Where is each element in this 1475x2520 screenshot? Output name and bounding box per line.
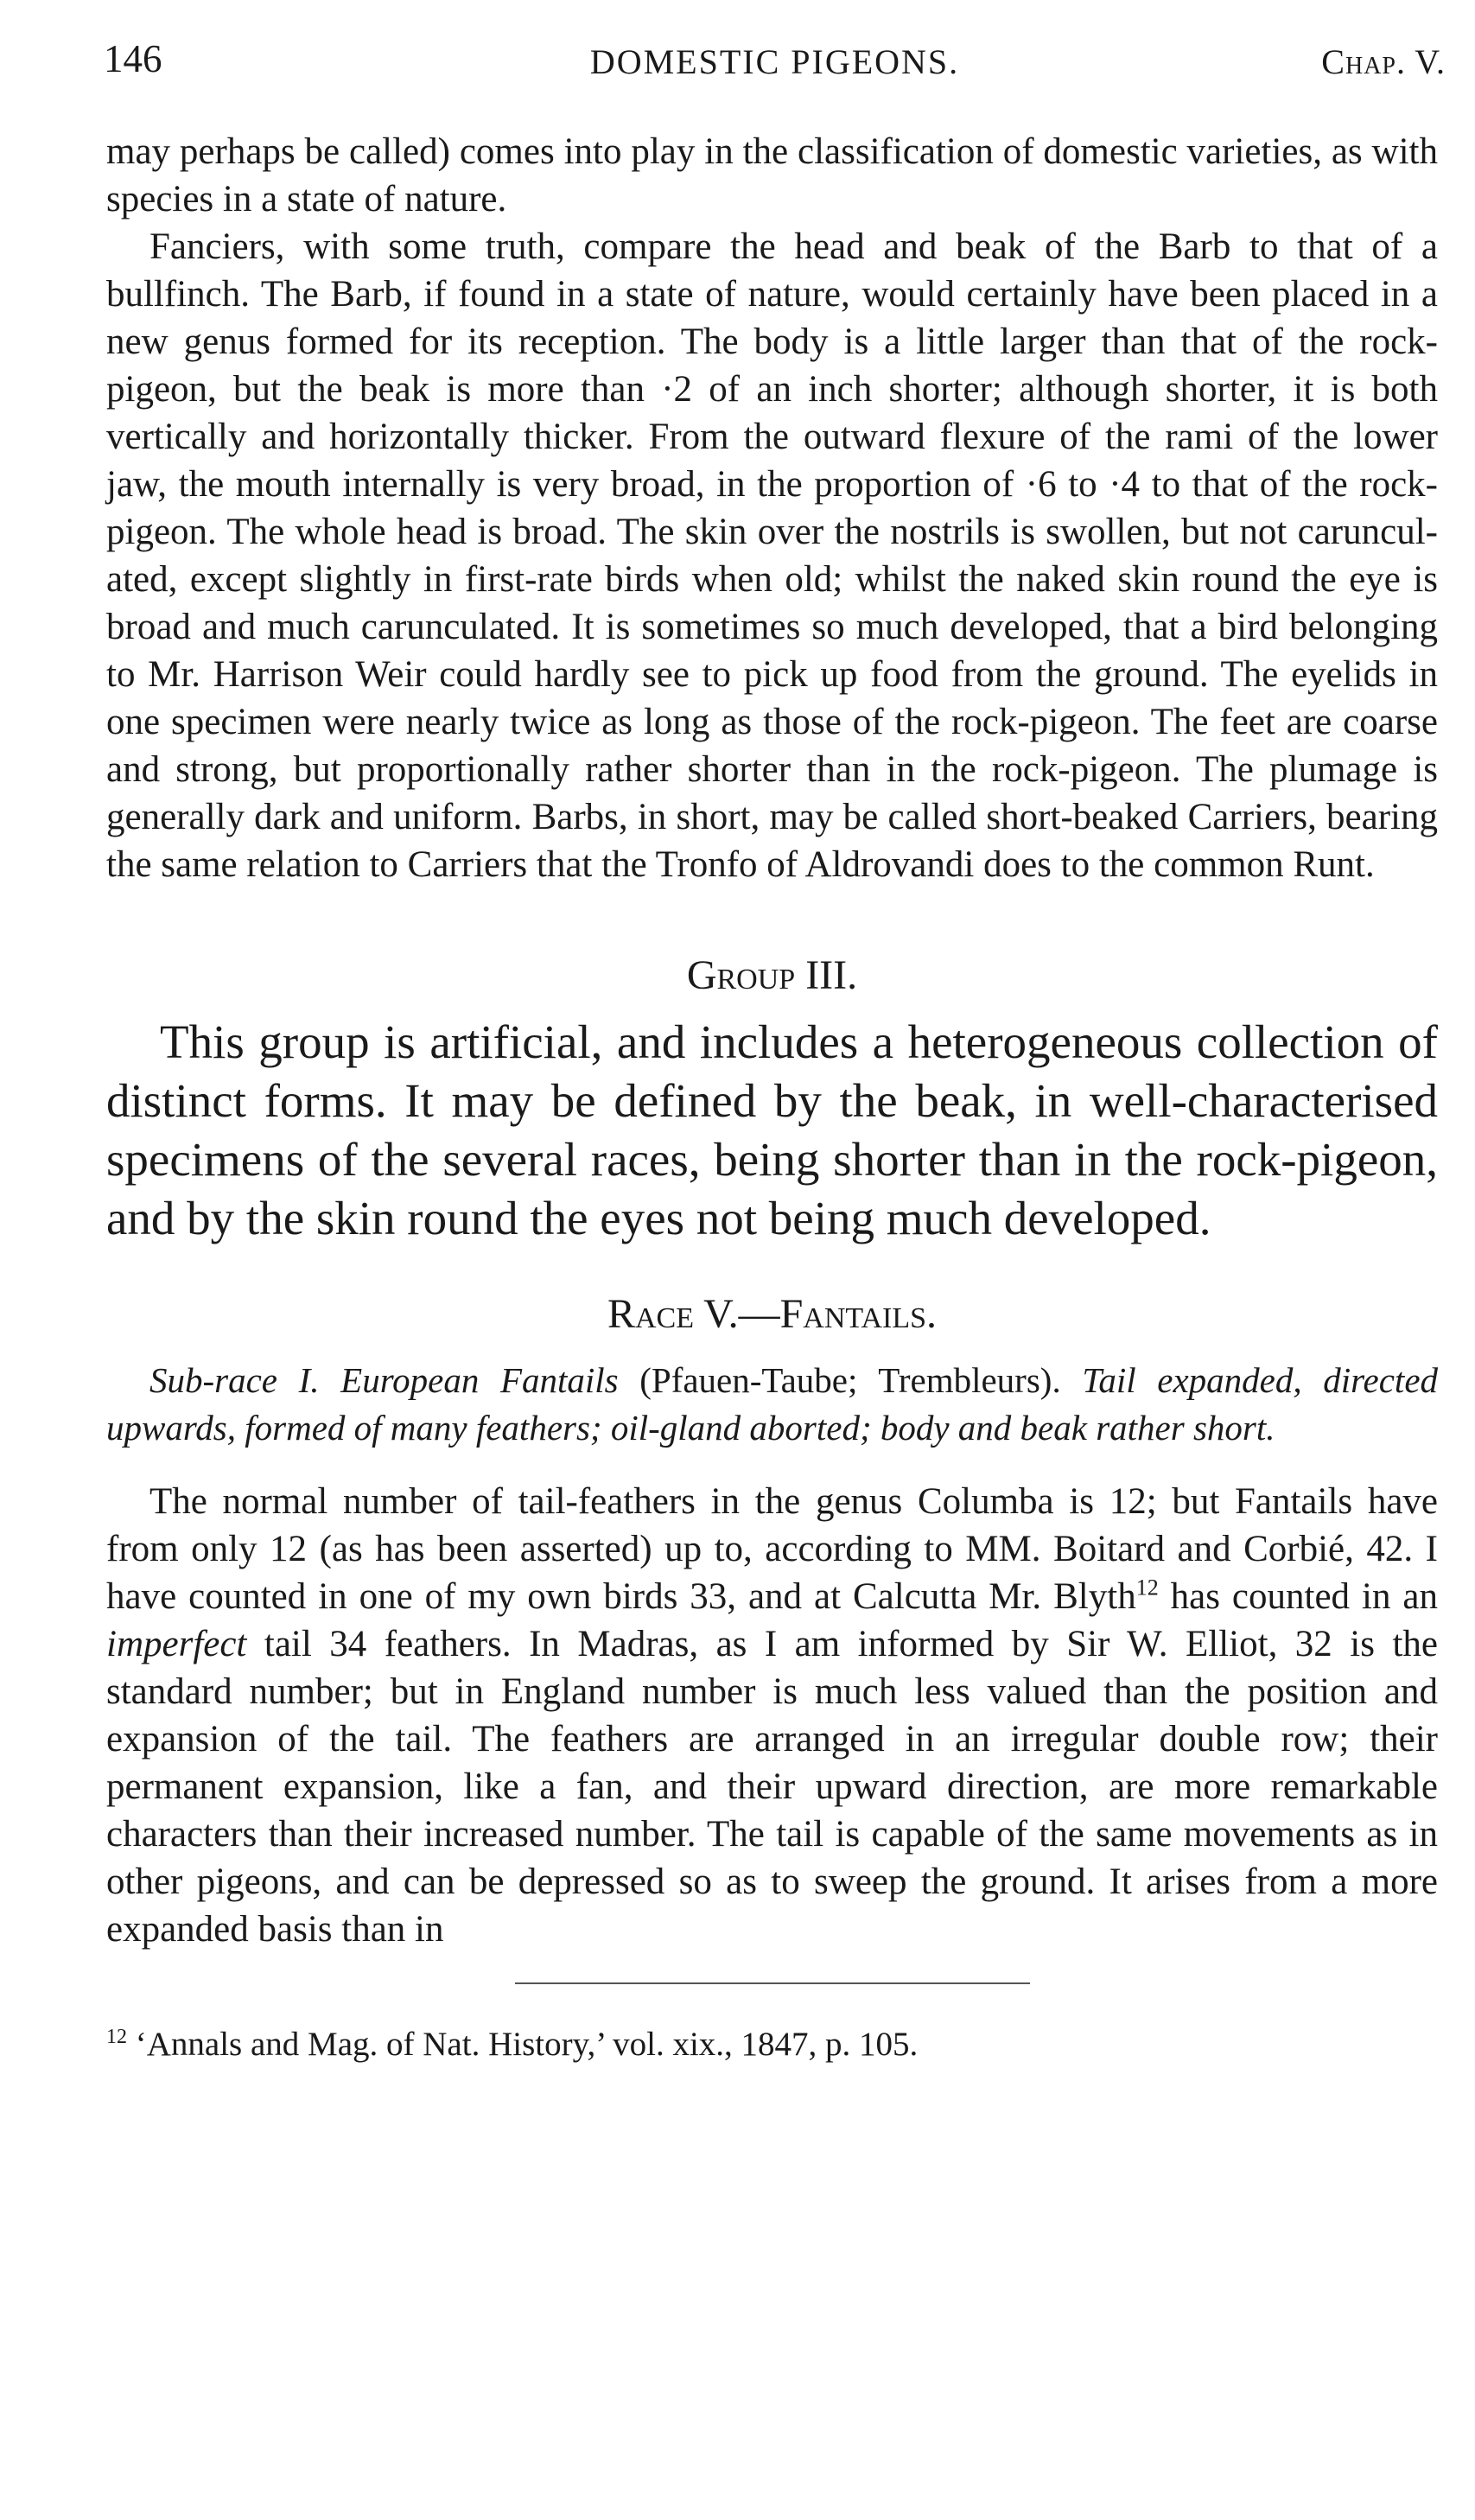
group-heading: Group III. <box>686 952 858 998</box>
group-description: This group is artificial, and includes a heterogeneous collection of distinct forms. It may be defined by the beak, in well-characterised specimens of the several races, being shorter than in the rock-pigeon, and by the skin round the eyes not being much developed. <box>106 1015 1438 1244</box>
text-run: has counted in an <box>1158 1576 1438 1617</box>
footnote <box>106 2024 1438 2065</box>
footnote-divider <box>515 1982 1030 1984</box>
paragraph-continued: may perhaps be called) comes into play in the classification of domestic varieties, as with species in a state of nature. <box>106 131 1438 220</box>
paragraph-fantails <box>106 1478 1438 1953</box>
subrace-name: European Fantails <box>340 1360 619 1400</box>
running-title: DOMESTIC PIGEONS. <box>589 42 960 81</box>
subrace-synonyms: (Pfauen-Taube; Trembleurs). <box>639 1360 1061 1400</box>
paragraph-barb: Fanciers, with some truth, compare the head and beak of the Barb to that of a bullfinch. The Barb, if found in a state of nature, would certainly have been placed in a new genus formed for its reception. The body is a little larger than that of the rock-pigeon, but the beak is more than ·2 of an inch shorter; although shorter, it is both vertically and horizontally thicker. From the outward flexure of the rami of the lower jaw, the mouth internally is very broad, in the proportion of ·6 to ·4 to that of the rock-pigeon. The whole head is broad. The skin over the nostrils is swollen, but not carunculated, except slightly in first-rate birds when old; whilst the naked skin round the eye is broad and much carunculated. It is sometimes so much developed, that a bird belonging to Mr. Harrison Weir could hardly see to pick up food from the ground. The eyelids in one specimen were nearly twice as long as those of the rock-pigeon. The feet are coarse and strong, but proportionally rather shorter than in the rock-pigeon. The plumage is generally dark and uniform. Barbs, in short, may be called short-beaked Carriers, bearing the same relation to Carriers that the Tronfo of Aldrovandi does to the common Runt. <box>106 226 1438 885</box>
emphasis: imperfect <box>106 1624 247 1664</box>
text-run: tail 34 feathers. In Madras, as I am informed by Sir W. Elliot, 32 is the standard number; but in England number is much less valued than the position and expansion of the tail. The feathers are arranged in an irregular double row; their permanent expansion, like a fan, and their upward direction, are more remarkable characters than their increased number. The tail is capable of the same movements as in other pigeons, and can be depressed so as to sweep the ground. It arises from a more expanded basis than in <box>106 1624 1438 1950</box>
race-heading: Race V.—Fantails. <box>607 1291 938 1337</box>
page-body <box>106 128 1438 2065</box>
page-number: 146 <box>104 37 162 80</box>
chapter-label: Chap. V. <box>1321 42 1446 81</box>
subrace-paragraph <box>106 1357 1438 1452</box>
text-run: The normal number of tail-feathers in the genus Columba is 12; but Fantails have from only 12 (as has been asserted) up to, according to MM. Boitard and Corbié, 42. I have counted in one of my own birds 33, and at Calcutta Mr. Blyth <box>106 1481 1438 1617</box>
subrace-description: Tail expanded, directed upwards, formed of many feathers; oil-gland aborted; body and beak rather short. <box>106 1360 1439 1448</box>
footnote-reference: 12 <box>1135 1575 1159 1600</box>
footnote-text: ‘Annals and Mag. of Nat. History,’ vol. xix., 1847, p. 105. <box>127 2026 919 2063</box>
footnote-marker: 12 <box>106 2026 127 2048</box>
subrace-label: Sub-race I. <box>149 1360 320 1400</box>
page-header <box>104 36 1446 88</box>
